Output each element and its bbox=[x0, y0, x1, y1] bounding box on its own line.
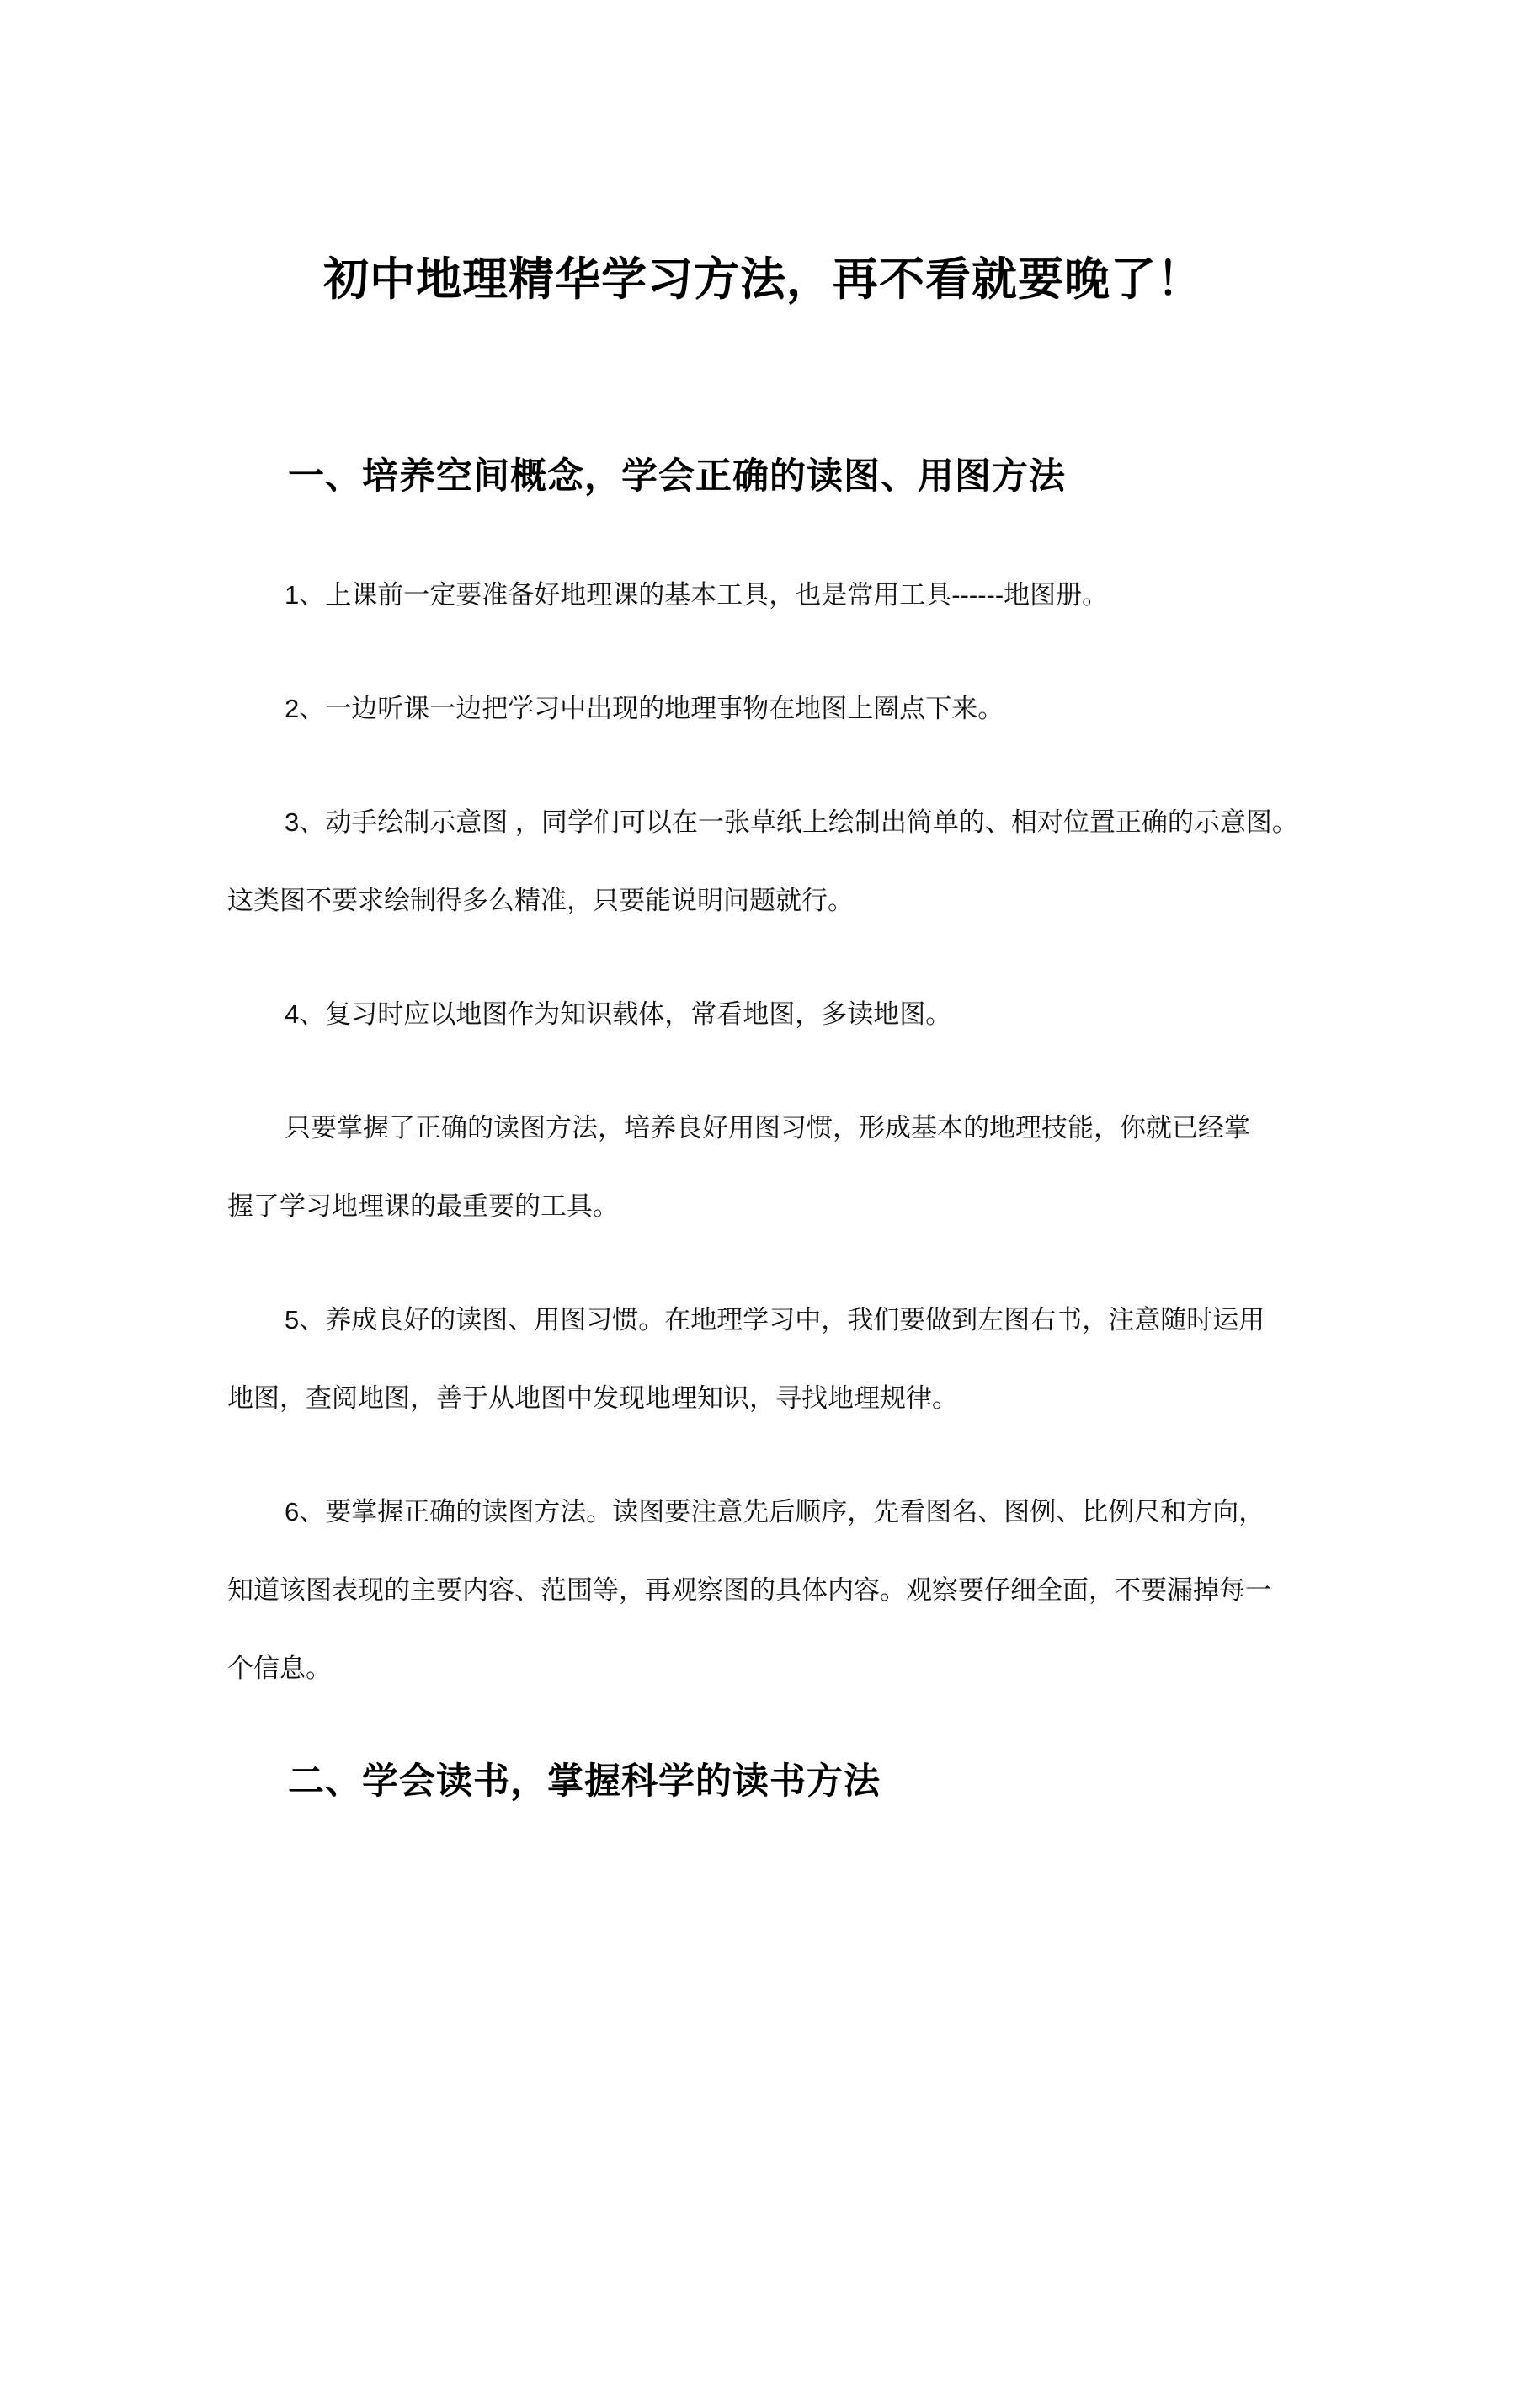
text-line: 3、动手绘制示意图 ，同学们可以在一张草纸上绘制出简单的、相对位置正确的示意图。 bbox=[285, 807, 1298, 837]
paragraph bbox=[227, 1089, 1299, 1245]
paragraph bbox=[227, 783, 1299, 940]
text-line: 5、养成良好的读图、用图习惯。在地理学习中，我们要做到左图右书，注意随时运用 bbox=[285, 1305, 1265, 1335]
text-line: 4、复习时应以地图作为知识载体，常看地图，多读地图。 bbox=[285, 999, 952, 1029]
text-line: 地图，查阅地图，善于从地图中发现地理知识，寻找地理规律。 bbox=[227, 1383, 958, 1413]
paragraph bbox=[227, 669, 1299, 748]
text-line: 6、要掌握正确的读图方法。读图要注意先后顺序，先看图名、图例、比例尺和方向， bbox=[285, 1497, 1265, 1526]
section-heading: 二、学会读书，掌握科学的读书方法 bbox=[288, 1761, 881, 1802]
text-line: 这类图不要求绘制得多么精准，只要能说明问题就行。 bbox=[227, 886, 854, 915]
page-title: 初中地理精华学习方法，再不看就要晚了！ bbox=[323, 254, 1203, 305]
text-line: 握了学习地理课的最重要的工具。 bbox=[227, 1191, 619, 1221]
paragraph bbox=[227, 1281, 1299, 1437]
text-line: 知道该图表现的主要内容、范围等，再观察图的具体内容。观察要仔细全面，不要漏掉每一 bbox=[227, 1575, 1271, 1605]
text-line: 1、上课前一定要准备好地理课的基本工具，也是常用工具------地图册。 bbox=[285, 580, 1109, 610]
document-page bbox=[0, 253, 1523, 2408]
document-body bbox=[227, 453, 1299, 1805]
doc-section bbox=[227, 1758, 1299, 1805]
text-line: 2、一边听课一边把学习中出现的地理事物在地图上圈点下来。 bbox=[285, 694, 1004, 723]
text-line: 只要掌握了正确的读图方法，培养良好用图习惯，形成基本的地理技能，你就已经掌 bbox=[285, 1113, 1250, 1143]
text-line: 个信息。 bbox=[227, 1654, 332, 1683]
paragraph bbox=[227, 1473, 1299, 1707]
paragraph bbox=[227, 556, 1299, 634]
doc-section bbox=[227, 453, 1299, 1707]
section-heading: 一、培养空间概念，学会正确的读图、用图方法 bbox=[288, 456, 1066, 497]
paragraph bbox=[227, 975, 1299, 1053]
